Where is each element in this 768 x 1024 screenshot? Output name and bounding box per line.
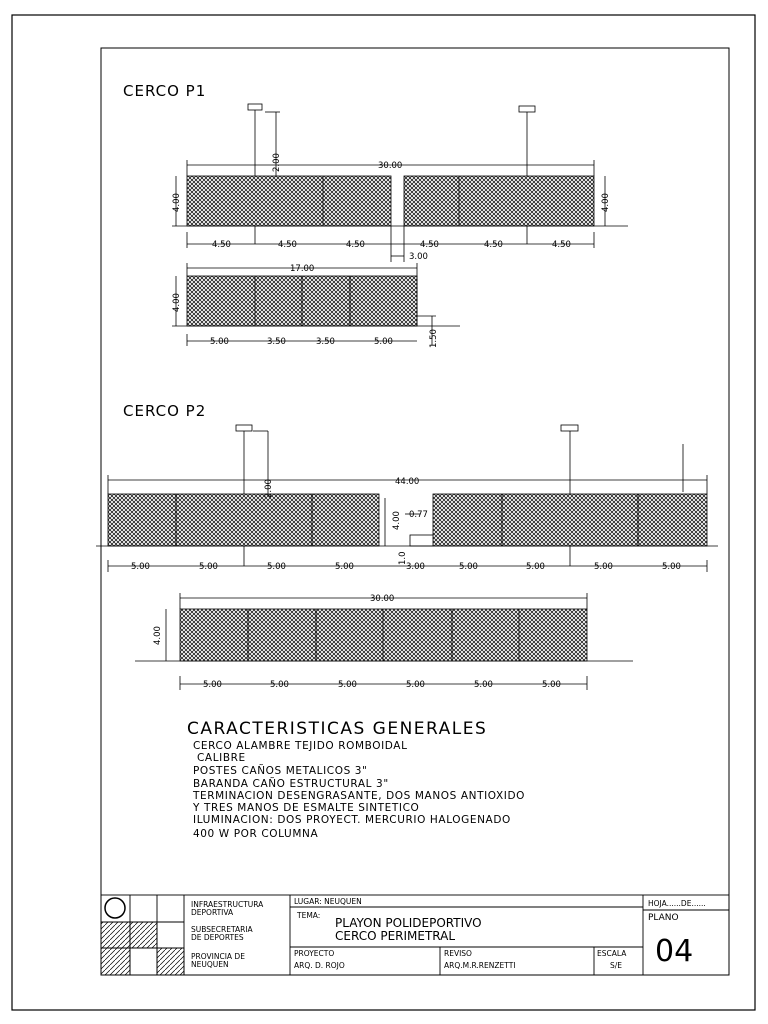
p2-fence-right bbox=[433, 494, 707, 546]
notes-line: BARANDA CAÑO ESTRUCTURAL 3" bbox=[193, 778, 389, 790]
p2-lower-elevation bbox=[135, 593, 633, 690]
org-line: DEPORTIVA bbox=[191, 908, 234, 917]
p2-gap-small: 0.77 bbox=[409, 510, 428, 520]
notes-line: POSTES CAÑOS METALICOS 3" bbox=[193, 765, 368, 777]
p1-fence-right bbox=[404, 176, 594, 226]
p1-title: CERCO P1 bbox=[123, 82, 207, 100]
p1-fence-left bbox=[187, 176, 391, 226]
p1-height-right: 4.00 bbox=[601, 193, 611, 212]
p1-lower-seg: 3.50 bbox=[267, 337, 286, 347]
p1-seg: 4.50 bbox=[278, 240, 297, 250]
notes-line: CERCO ALAMBRE TEJIDO ROMBOIDAL bbox=[193, 740, 408, 752]
notes-line: 400 W POR COLUMNA bbox=[193, 828, 319, 840]
p2-seg: 5.00 bbox=[594, 562, 613, 572]
escala-label: ESCALA bbox=[597, 949, 627, 958]
p1-seg: 4.50 bbox=[484, 240, 503, 250]
notes-line: ILUMINACION: DOS PROYECT. MERCURIO HALOGENADO bbox=[193, 814, 511, 826]
plano-number: 04 bbox=[655, 934, 694, 969]
p2-lower-seg: 5.00 bbox=[338, 680, 357, 690]
p2-elevation bbox=[96, 425, 718, 572]
p1-seg: 4.50 bbox=[420, 240, 439, 250]
p2-seg: 5.00 bbox=[267, 562, 286, 572]
lugar: LUGAR: NEUQUEN bbox=[294, 897, 362, 906]
p2-lamp-left bbox=[236, 425, 252, 431]
p1-lower-seg: 3.50 bbox=[316, 337, 335, 347]
proyecto-label: PROYECTO bbox=[294, 949, 335, 958]
p2-gap-low: 1.0 bbox=[398, 551, 408, 565]
p1-height-left: 4.00 bbox=[172, 193, 182, 212]
p1-lower-seg: 5.00 bbox=[210, 337, 229, 347]
p2-step-block bbox=[410, 535, 433, 546]
plano-label: PLANO bbox=[648, 913, 679, 923]
p2-seg: 5.00 bbox=[662, 562, 681, 572]
p2-lower-total: 30.00 bbox=[370, 594, 395, 604]
notes-line: TERMINACION DESENGRASANTE, DOS MANOS ANTIOXIDO bbox=[193, 790, 526, 802]
p1-top-total: 30.00 bbox=[378, 161, 403, 171]
p2-lamp-right bbox=[561, 425, 578, 431]
p2-lower-seg: 5.00 bbox=[203, 680, 222, 690]
p1-post-height: 2.00 bbox=[272, 153, 282, 172]
p2-seg: 5.00 bbox=[199, 562, 218, 572]
p2-lower-seg: 5.00 bbox=[474, 680, 493, 690]
p2-seg: 5.00 bbox=[131, 562, 150, 572]
p2-lower-seg: 5.00 bbox=[542, 680, 561, 690]
tema-line-1: PLAYON POLIDEPORTIVO bbox=[335, 916, 482, 930]
p2-seg: 5.00 bbox=[459, 562, 478, 572]
p2-height: 4.00 bbox=[392, 511, 402, 530]
p2-post-height: 2.00 bbox=[264, 479, 274, 498]
p1-lamp-right bbox=[519, 106, 535, 112]
p2-fence-lower bbox=[180, 609, 587, 661]
p2-seg: 5.00 bbox=[526, 562, 545, 572]
org-line: PROVINCIA DE bbox=[191, 952, 245, 961]
org-line: INFRAESTRUCTURA bbox=[191, 900, 264, 909]
hoja: HOJA......DE...... bbox=[648, 899, 706, 908]
p2-title: CERCO P2 bbox=[123, 402, 207, 420]
p1-lower-elevation bbox=[172, 263, 460, 346]
proyecto-value: ARQ. D. ROJO bbox=[294, 961, 345, 970]
org-line: SUBSECRETARIA bbox=[191, 925, 253, 934]
org-line: DE DEPORTES bbox=[191, 933, 244, 942]
p1-seg: 4.50 bbox=[552, 240, 571, 250]
reviso-value: ARQ.M.R.RENZETTI bbox=[444, 961, 516, 970]
escala-value: S/E bbox=[610, 961, 623, 970]
p2-top-total: 44.00 bbox=[395, 477, 420, 487]
tema-label: TEMA: bbox=[297, 911, 321, 920]
logo-hatch bbox=[157, 948, 184, 975]
notes-line: CALIBRE bbox=[197, 752, 246, 764]
logo-hatch bbox=[130, 922, 157, 948]
p1-gate: 3.00 bbox=[409, 252, 428, 262]
org-line: NEUQUEN bbox=[191, 960, 229, 969]
p2-seg: 5.00 bbox=[335, 562, 354, 572]
p2-lower-height: 4.00 bbox=[153, 626, 163, 645]
notes-title: CARACTERISTICAS GENERALES bbox=[187, 719, 488, 739]
p1-step: 1.50 bbox=[429, 329, 439, 348]
p1-lower-height: 4.00 bbox=[172, 293, 182, 312]
logo-circle bbox=[105, 898, 125, 918]
p1-seg: 4.50 bbox=[212, 240, 231, 250]
p1-seg: 4.50 bbox=[346, 240, 365, 250]
notes-line: Y TRES MANOS DE ESMALTE SINTETICO bbox=[193, 802, 420, 814]
p1-elevation bbox=[172, 104, 628, 262]
tema-line-2: CERCO PERIMETRAL bbox=[335, 929, 456, 943]
logo-hatch bbox=[101, 922, 130, 975]
p2-fence-left bbox=[108, 494, 379, 546]
p1-lower-seg: 5.00 bbox=[374, 337, 393, 347]
p2-lower-seg: 5.00 bbox=[270, 680, 289, 690]
p2-gate: 3.00 bbox=[406, 562, 425, 572]
p1-lower-total: 17.00 bbox=[290, 264, 315, 274]
p2-lower-seg: 5.00 bbox=[406, 680, 425, 690]
p1-lamp-left bbox=[248, 104, 262, 110]
reviso-label: REVISO bbox=[444, 949, 472, 958]
